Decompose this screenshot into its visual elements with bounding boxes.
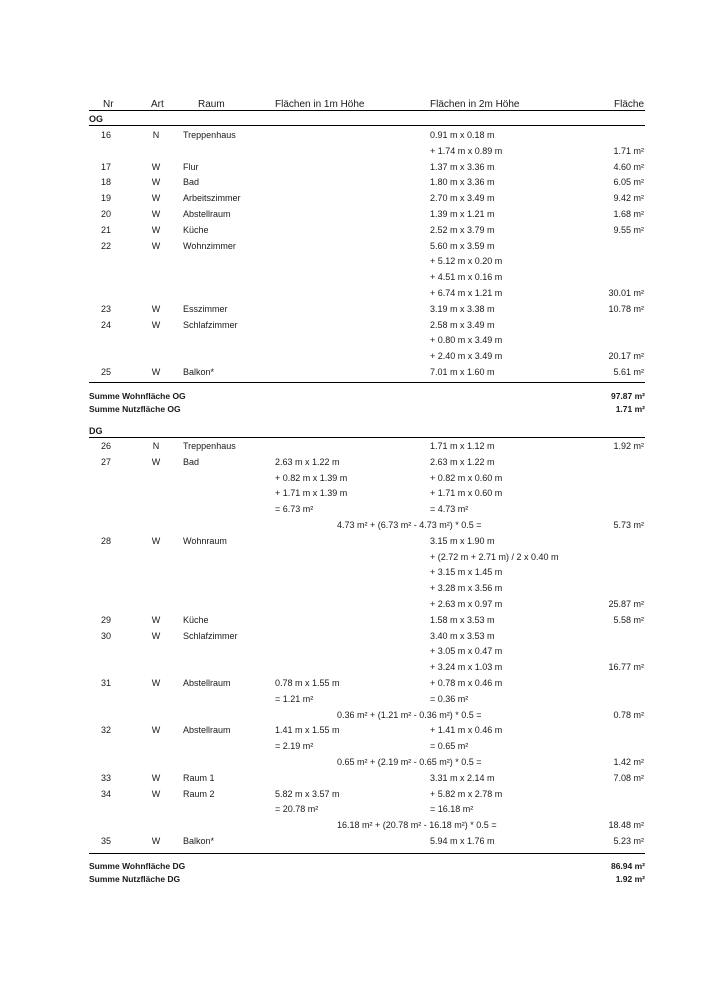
cell-flaeche: 20.17 m² [608,351,644,362]
cell-nr: 19 [100,193,111,204]
cell-flaeche: 5.61 m² [613,367,644,377]
table-row [0,367,706,381]
cell-flaeche-2m: = 0.36 m² [430,693,469,704]
table-row [0,272,706,286]
col-header-flaeche: Fläche [613,99,644,110]
cell-flaeche: 5.58 m² [613,614,644,625]
table-row [0,710,706,724]
table-row [0,441,706,455]
cell-raum: Esszimmer [183,303,228,314]
section-rule-og [89,125,645,126]
section-rule-dg [89,437,645,438]
cell-art: W [151,614,161,625]
cell-flaeche-2m: 1.58 m x 3.53 m [430,614,495,625]
cell-raum: Raum 1 [183,772,215,783]
cell-art: W [151,456,161,467]
cell-flaeche: 1.68 m² [613,209,644,219]
cell-flaeche: 30.01 m² [608,288,644,298]
cell-flaeche-2m: 1.80 m x 3.36 m [430,177,495,188]
cell-flaeche-2m: + 0.80 m x 3.49 m [430,335,503,346]
table-row [0,773,706,787]
cell-flaeche: 9.42 m² [613,193,644,204]
cell-flaeche-1m: + 0.82 m x 1.39 m [275,472,348,483]
cell-raum: Wohnraum [183,535,227,546]
table-row [0,504,706,518]
table-row [0,146,706,160]
cell-flaeche-2m: + 5.12 m x 0.20 m [430,256,503,267]
table-row [0,583,706,597]
cell-raum: Flur [183,161,199,172]
cell-raum: Arbeitszimmer [183,193,241,204]
cell-art: W [151,630,161,641]
cell-art: W [151,193,161,204]
sum-nutzflaeche-dg-value: 1.92 m² [615,874,645,884]
cell-raum: Bad [183,456,200,467]
cell-flaeche-1m: = 6.73 m² [275,504,314,515]
sum-nutzflaeche-dg-label: Summe Nutzfläche DG [89,874,181,884]
cell-flaeche-2m: + 0.78 m x 0.46 m [430,678,503,688]
calc-expression: 0.36 m² + (1.21 m² - 0.36 m²) * 0.5 = [337,709,482,720]
cell-flaeche-2m: 1.39 m x 1.21 m [430,209,495,219]
sum-wohnflaeche-dg-value: 86.94 m² [610,861,645,871]
cell-flaeche: 9.55 m² [613,224,644,235]
cell-flaeche: 16.77 m² [608,662,644,673]
cell-raum: Treppenhaus [183,130,236,140]
cell-nr: 32 [100,725,111,736]
cell-flaeche-1m: 2.63 m x 1.22 m [275,456,340,467]
cell-raum: Schlafzimmer [183,319,238,330]
cell-flaeche-1m: 5.82 m x 3.57 m [275,788,340,799]
table-row [0,646,706,660]
cell-flaeche-2m: 3.40 m x 3.53 m [430,630,495,641]
cell-flaeche-2m: 7.01 m x 1.60 m [430,367,495,377]
cell-flaeche: 10.78 m² [608,303,644,314]
cell-flaeche-2m: 5.60 m x 3.59 m [430,240,495,251]
cell-raum: Bad [183,177,200,188]
cell-art: W [151,788,161,799]
sum-nutzflaeche-og-label: Summe Nutzfläche OG [89,404,181,414]
cell-raum: Küche [183,224,209,235]
cell-flaeche-2m: 2.58 m x 3.49 m [430,319,495,330]
cell-flaeche-1m: + 1.71 m x 1.39 m [275,488,348,499]
table-row [0,209,706,223]
cell-flaeche-2m: + (2.72 m + 2.71 m) / 2 x 0.40 m [430,551,559,562]
cell-flaeche-2m: = 0.65 m² [430,741,469,752]
cell-flaeche-2m: + 4.51 m x 0.16 m [430,272,503,283]
section-title-dg: DG [89,426,103,436]
cell-flaeche-2m: + 3.28 m x 3.56 m [430,583,503,594]
cell-flaeche-2m: 3.31 m x 2.14 m [430,772,495,783]
cell-flaeche: 5.23 m² [613,836,644,846]
col-header-art: Art [151,99,164,110]
col-header-nr: Nr [103,99,114,110]
table-row [0,741,706,755]
table-row [0,304,706,318]
cell-raum: Küche [183,614,209,625]
cell-nr: 30 [100,630,111,641]
cell-raum: Raum 2 [183,788,215,799]
table-row [0,488,706,502]
sum-nutzflaeche-og-value: 1.71 m² [615,404,645,414]
dg-bottom-rule [89,853,645,854]
cell-raum: Abstellraum [183,725,231,736]
calc-expression: 16.18 m² + (20.78 m² - 16.18 m²) * 0.5 = [337,820,497,831]
cell-art: W [151,535,161,546]
cell-raum: Schlafzimmer [183,630,238,641]
cell-flaeche-2m: 2.70 m x 3.49 m [430,193,495,204]
cell-nr: 17 [100,161,111,172]
calc-expression: 4.73 m² + (6.73 m² - 4.73 m²) * 0.5 = [337,520,482,530]
table-row [0,804,706,818]
cell-flaeche-2m: + 2.63 m x 0.97 m [430,599,503,609]
table-row [0,662,706,676]
cell-art: W [151,772,161,783]
cell-nr: 27 [100,456,111,467]
cell-raum: Balkon* [183,367,215,377]
cell-nr: 33 [100,772,111,783]
cell-flaeche-2m: + 1.41 m x 0.46 m [430,725,503,736]
sum-wohnflaeche-og-value: 97.87 m² [610,391,645,401]
cell-nr: 16 [100,130,111,140]
sum-wohnflaeche-dg [89,861,645,873]
table-row [0,130,706,144]
cell-flaeche: 5.73 m² [613,520,644,530]
table-row [0,725,706,739]
cell-nr: 29 [100,614,111,625]
cell-flaeche-2m: 2.63 m x 1.22 m [430,456,495,467]
cell-flaeche-1m: = 20.78 m² [275,804,319,815]
table-row [0,256,706,270]
table-row [0,320,706,334]
cell-flaeche-1m: 1.41 m x 1.55 m [275,725,340,736]
cell-flaeche-2m: + 1.74 m x 0.89 m [430,145,503,156]
table-row [0,288,706,302]
cell-art: W [151,725,161,736]
cell-art: W [151,224,161,235]
cell-nr: 25 [100,367,111,377]
cell-flaeche-2m: 1.37 m x 3.36 m [430,161,495,172]
cell-nr: 26 [100,441,111,451]
cell-art: W [151,240,161,251]
cell-flaeche-2m: 3.19 m x 3.38 m [430,303,495,314]
cell-nr: 22 [100,240,111,251]
cell-nr: 28 [100,535,111,546]
cell-flaeche-2m: + 6.74 m x 1.21 m [430,288,503,298]
cell-art: N [152,130,160,140]
sum-wohnflaeche-og-label: Summe Wohnfläche OG [89,391,186,401]
sum-nutzflaeche-dg [89,874,645,886]
table-row [0,177,706,191]
table-row [0,335,706,349]
table-row [0,820,706,834]
cell-flaeche-2m: + 5.82 m x 2.78 m [430,788,503,799]
cell-flaeche-1m: = 1.21 m² [275,693,314,704]
cell-art: W [151,303,161,314]
table-row [0,789,706,803]
table-row [0,457,706,471]
cell-flaeche-2m: = 4.73 m² [430,504,469,515]
table-row [0,615,706,629]
cell-art: N [152,441,160,451]
table-row [0,599,706,613]
cell-art: W [151,161,161,172]
cell-raum: Wohnzimmer [183,240,236,251]
cell-raum: Abstellraum [183,678,231,688]
cell-raum: Treppenhaus [183,441,236,451]
cell-nr: 20 [100,209,111,219]
table-row [0,193,706,207]
cell-flaeche-2m: + 3.15 m x 1.45 m [430,567,503,578]
col-header-raum: Raum [198,99,225,110]
cell-flaeche-2m: + 2.40 m x 3.49 m [430,351,503,362]
cell-flaeche-2m: + 3.05 m x 0.47 m [430,646,503,657]
cell-art: W [151,177,161,188]
cell-flaeche: 1.92 m² [613,441,644,451]
og-bottom-rule [89,382,645,383]
cell-flaeche-2m: + 1.71 m x 0.60 m [430,488,503,499]
cell-flaeche-2m: 0.91 m x 0.18 m [430,130,495,140]
col-header-flaechen-1m: Flächen in 1m Höhe [275,99,365,110]
cell-flaeche-2m: 5.94 m x 1.76 m [430,836,495,846]
table-row [0,241,706,255]
cell-raum: Balkon* [183,836,215,846]
cell-flaeche: 0.78 m² [613,709,644,720]
cell-flaeche-1m: = 2.19 m² [275,741,314,752]
cell-flaeche-2m: 1.71 m x 1.12 m [430,441,495,451]
cell-art: W [151,209,161,219]
cell-flaeche-2m: + 3.24 m x 1.03 m [430,662,503,673]
cell-flaeche: 6.05 m² [613,177,644,188]
cell-nr: 18 [100,177,111,188]
cell-flaeche-2m: + 0.82 m x 0.60 m [430,472,503,483]
table-row [0,520,706,534]
cell-art: W [151,319,161,330]
cell-flaeche-2m: 2.52 m x 3.79 m [430,224,495,235]
cell-nr: 31 [100,678,111,688]
sum-wohnflaeche-dg-label: Summe Wohnfläche DG [89,861,186,871]
cell-nr: 24 [100,319,111,330]
cell-art: W [151,678,161,688]
cell-nr: 34 [100,788,111,799]
cell-flaeche-1m: 0.78 m x 1.55 m [275,678,340,688]
table-row [0,351,706,365]
cell-flaeche-2m: 3.15 m x 1.90 m [430,535,495,546]
sum-wohnflaeche-og [89,391,645,403]
table-row [0,757,706,771]
table-row [0,162,706,176]
sum-nutzflaeche-og [89,404,645,416]
table-row [0,225,706,239]
cell-flaeche: 1.71 m² [613,145,644,156]
cell-flaeche-2m: = 16.18 m² [430,804,474,815]
cell-nr: 35 [100,836,111,846]
section-title-og: OG [89,114,104,124]
cell-flaeche: 1.42 m² [613,757,644,767]
cell-flaeche: 25.87 m² [608,599,644,609]
cell-nr: 21 [100,224,111,235]
header-rule [89,110,645,111]
table-row [0,631,706,645]
cell-art: W [151,836,161,846]
cell-flaeche: 4.60 m² [613,161,644,172]
cell-art: W [151,367,161,377]
table-row [0,678,706,692]
cell-raum: Abstellraum [183,209,231,219]
table-row [0,567,706,581]
table-row [0,552,706,566]
table-row [0,836,706,850]
cell-nr: 23 [100,303,111,314]
col-header-flaechen-2m: Flächen in 2m Höhe [430,99,520,110]
cell-flaeche: 18.48 m² [608,820,644,831]
table-row [0,694,706,708]
cell-flaeche: 7.08 m² [613,772,644,783]
table-row [0,536,706,550]
table-row [0,473,706,487]
calc-expression: 0.65 m² + (2.19 m² - 0.65 m²) * 0.5 = [337,757,482,767]
